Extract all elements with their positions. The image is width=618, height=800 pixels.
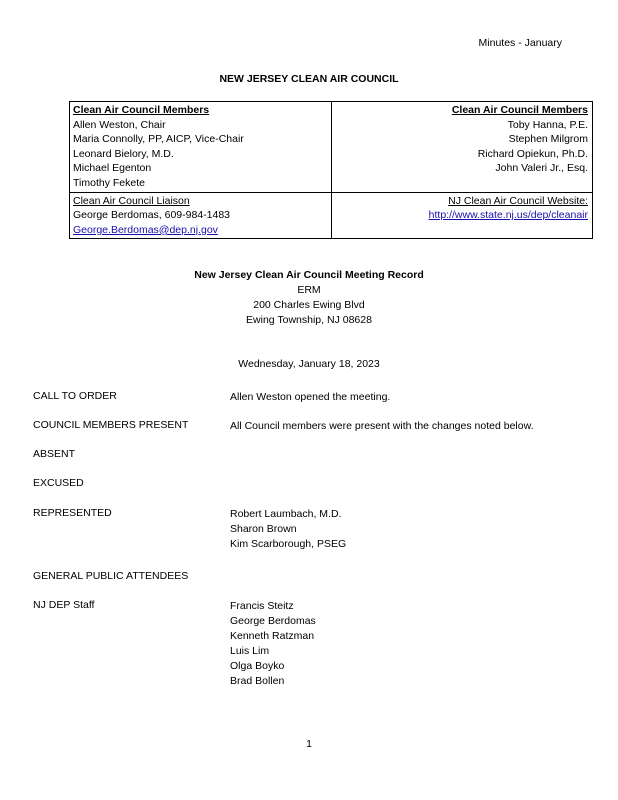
member-name: Stephen Milgrom [508, 133, 588, 146]
list-item: Sharon Brown [230, 523, 297, 535]
section-label: EXCUSED [33, 477, 84, 489]
member-name: Richard Opiekun, Ph.D. [477, 147, 588, 160]
section-value: Allen Weston opened the meeting. [230, 391, 391, 403]
section-label: CALL TO ORDER [33, 390, 117, 402]
list-item: Francis Steitz [230, 600, 294, 612]
section-label: COUNCIL MEMBERS PRESENT [33, 419, 189, 431]
section-label: GENERAL PUBLIC ATTENDEES [33, 570, 189, 582]
staff-list [230, 599, 316, 689]
website-link[interactable]: http://www.state.nj.us/dep/cleanair [428, 209, 588, 222]
list-item: George Berdomas [230, 615, 316, 627]
member-name: Toby Hanna, P.E. [507, 118, 588, 131]
location-line: Ewing Township, NJ 08628 [246, 314, 372, 326]
website-cell [331, 192, 593, 239]
page-number: 1 [306, 738, 312, 750]
member-name: Allen Weston, Chair [73, 118, 166, 131]
member-name: John Valeri Jr., Esq. [495, 162, 588, 175]
list-item: Brad Bollen [230, 675, 285, 687]
meeting-record-heading: New Jersey Clean Air Council Meeting Record [194, 269, 424, 281]
list-item: Kenneth Ratzman [230, 630, 315, 642]
section-label: ABSENT [33, 448, 76, 460]
section-label: REPRESENTED [33, 507, 112, 519]
list-item: Robert Laumbach, M.D. [230, 508, 342, 520]
location-line: 200 Charles Ewing Blvd [253, 299, 365, 311]
list-item: Kim Scarborough, PSEG [230, 538, 347, 550]
members-table [69, 101, 593, 239]
left-members-heading: Clean Air Council Members [73, 104, 210, 116]
left-members-cell [70, 102, 332, 193]
liaison-contact: George Berdomas, 609-984-1483 [73, 209, 231, 222]
liaison-cell [70, 192, 332, 239]
section-value: All Council members were present with the changes noted below. [230, 420, 534, 432]
list-item: Luis Lim [230, 645, 270, 657]
page-header: Minutes - January [478, 37, 562, 49]
meeting-record-block [0, 268, 618, 328]
right-members-cell [331, 102, 593, 193]
section-label: NJ DEP Staff [33, 599, 95, 611]
meeting-date: Wednesday, January 18, 2023 [238, 358, 380, 370]
liaison-heading: Clean Air Council Liaison [73, 194, 190, 207]
right-members-heading: Clean Air Council Members [451, 104, 588, 116]
liaison-email-link[interactable]: George.Berdomas@dep.nj.gov [73, 223, 218, 236]
member-name: Michael Egenton [73, 162, 152, 175]
location-line: ERM [297, 284, 321, 296]
represented-list [230, 507, 346, 552]
member-name: Maria Connolly, PP, AICP, Vice-Chair [73, 133, 244, 146]
document-title: NEW JERSEY CLEAN AIR COUNCIL [219, 73, 399, 85]
list-item: Olga Boyko [230, 660, 285, 672]
member-name: Leonard Bielory, M.D. [73, 147, 174, 160]
member-name: Timothy Fekete [73, 176, 145, 189]
website-heading: NJ Clean Air Council Website: [448, 194, 588, 207]
